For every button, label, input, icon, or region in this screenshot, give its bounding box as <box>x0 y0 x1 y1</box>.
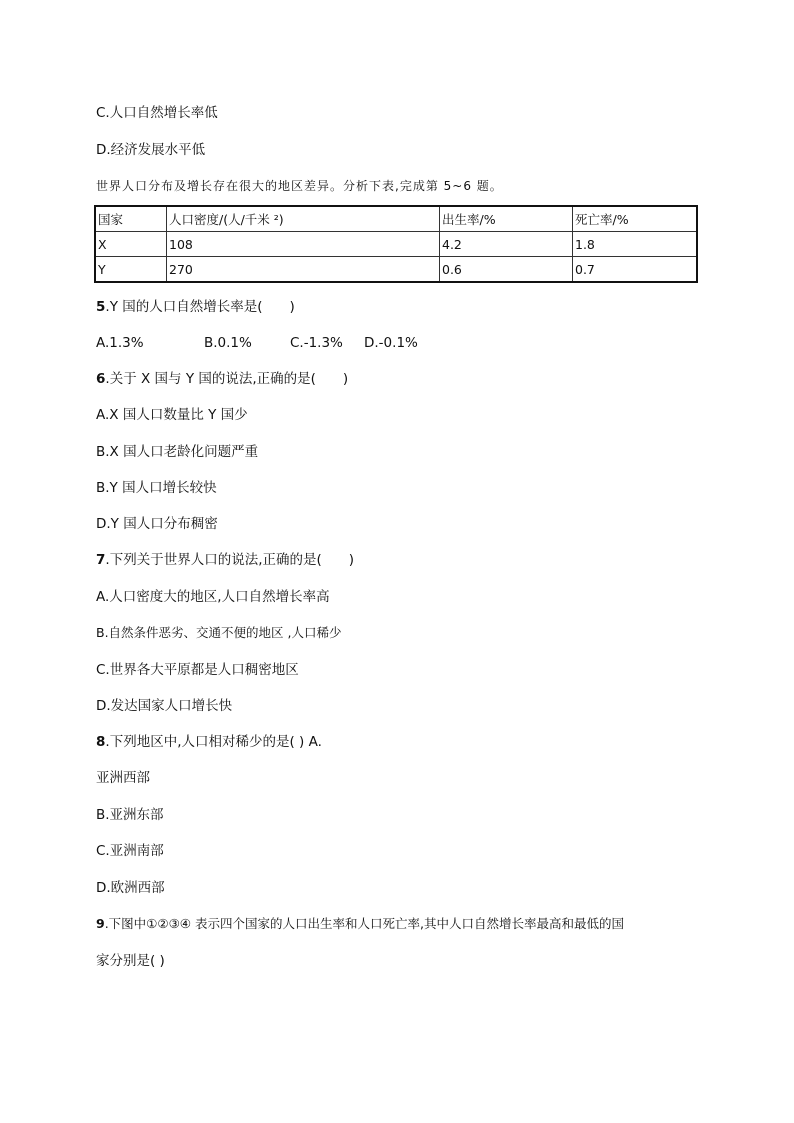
cell-birth-rate: 0.6 <box>440 257 573 283</box>
cell-death-rate: 0.7 <box>573 257 698 283</box>
question-number: 5 <box>96 299 106 315</box>
table-intro: 世界人口分布及增长存在很大的地区差异。分析下表,完成第 5~6 题。 <box>96 179 503 193</box>
question-text: .Y 国的人口自然增长率是( ) <box>105 299 295 315</box>
option-b[interactable]: B.自然条件恶劣、交通不便的地区 ,人口稀少 <box>96 625 342 640</box>
question-5-options <box>96 334 418 352</box>
question-number: 9 <box>96 916 105 931</box>
table-row <box>95 232 697 257</box>
option-c[interactable]: C.亚洲南部 <box>96 843 164 859</box>
option-d-prev: D.经济发展水平低 <box>96 142 206 158</box>
option-b[interactable]: B.X 国人口老龄化问题严重 <box>96 444 259 460</box>
header-birth-rate: 出生率/% <box>440 206 573 232</box>
cell-density: 108 <box>167 232 440 257</box>
question-6-stem <box>96 370 348 388</box>
option-d[interactable]: D.Y 国人口分布稠密 <box>96 516 218 532</box>
header-death-rate: 死亡率/% <box>573 206 698 232</box>
option-a[interactable]: A.X 国人口数量比 Y 国少 <box>96 407 248 423</box>
cell-country: X <box>95 232 167 257</box>
question-text: .关于 X 国与 Y 国的说法,正确的是( ) <box>105 371 349 387</box>
cell-density: 270 <box>167 257 440 283</box>
option-b[interactable]: B.亚洲东部 <box>96 807 164 823</box>
question-number: 8 <box>96 734 106 750</box>
question-text: .下列地区中,人口相对稀少的是( ) A. <box>105 734 322 750</box>
option-d[interactable]: D.欧洲西部 <box>96 880 165 896</box>
option-a[interactable]: A.人口密度大的地区,人口自然增长率高 <box>96 589 330 605</box>
option-c[interactable]: C.世界各大平原都是人口稠密地区 <box>96 662 299 678</box>
cell-birth-rate: 4.2 <box>440 232 573 257</box>
question-number: 7 <box>96 552 106 568</box>
question-9-stem-continued: 家分别是( ) <box>96 953 165 969</box>
question-8-stem <box>96 733 322 751</box>
option-c[interactable]: B.Y 国人口增长较快 <box>96 480 217 496</box>
option-a[interactable]: 亚洲西部 <box>96 770 150 786</box>
table-row <box>95 257 697 283</box>
question-9-stem <box>96 915 624 933</box>
header-density: 人口密度/(人/千米 ²) <box>167 206 440 232</box>
cell-country: Y <box>95 257 167 283</box>
option-c-prev: C.人口自然增长率低 <box>96 105 218 121</box>
option-b[interactable]: B.0.1% <box>204 335 252 351</box>
population-table <box>94 205 698 283</box>
option-a[interactable]: A.1.3% <box>96 335 144 351</box>
question-7-stem <box>96 551 354 569</box>
cell-death-rate: 1.8 <box>573 232 698 257</box>
header-country: 国家 <box>95 206 167 232</box>
option-d[interactable]: D.-0.1% <box>364 335 418 351</box>
question-text: .下列关于世界人口的说法,正确的是( ) <box>105 552 355 568</box>
option-c[interactable]: C.-1.3% <box>290 335 343 351</box>
table-header-row <box>95 206 697 232</box>
option-d[interactable]: D.发达国家人口增长快 <box>96 698 233 714</box>
question-number: 6 <box>96 371 106 387</box>
question-5-stem <box>96 298 295 316</box>
question-text: .下图中①②③④ 表示四个国家的人口出生率和人口死亡率,其中人口自然增长率最高和最低的国 <box>104 916 624 931</box>
